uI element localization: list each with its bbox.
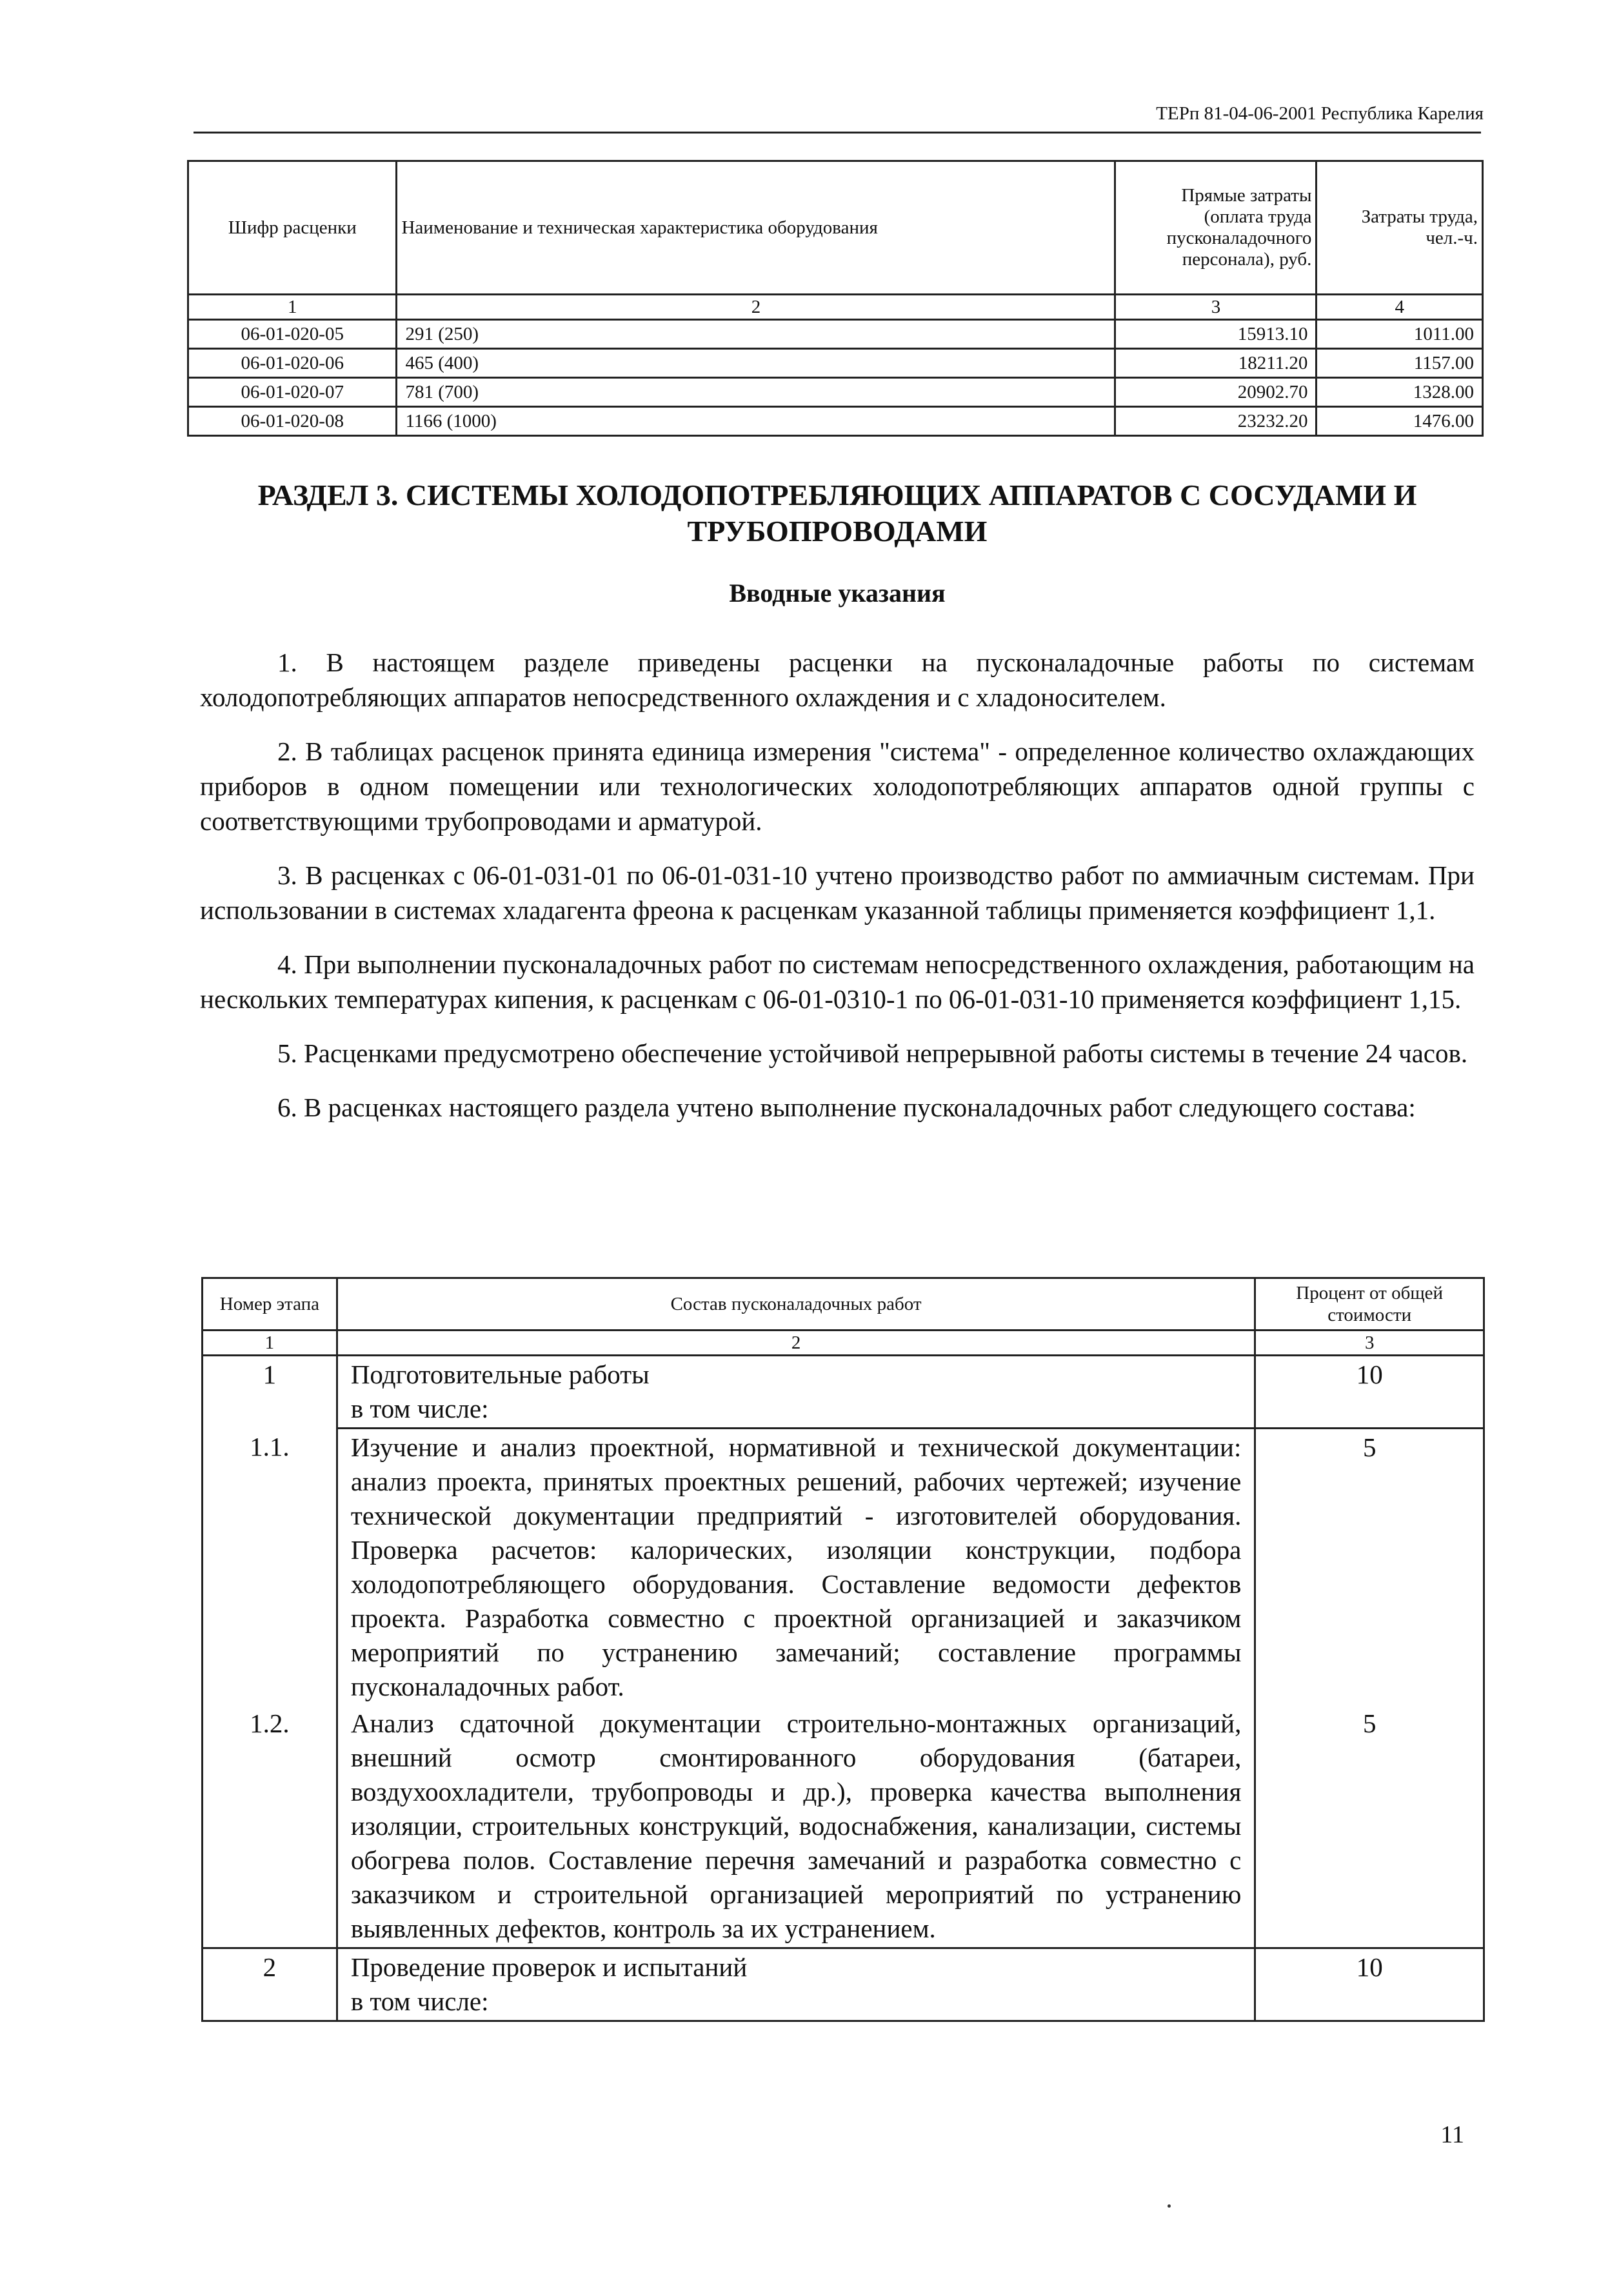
scan-speck: [1168, 2204, 1171, 2208]
rates-table: [187, 160, 1484, 437]
stage-number: 1.1.: [203, 1429, 337, 1706]
work-stages-table: [201, 1277, 1485, 2022]
stage-number: 1.2.: [203, 1705, 337, 1948]
stage-description: Анализ сдаточной документации строительно-монтажных организаций, внешний осмотр смонтированного оборудования (батареи, воздухоохладители, трубопроводы и др.), проверка качества выполнения изоляции, строительных конструкций, водоснабжения, канализации, системы обогрева полов. Составление перечня замечаний и разработка совместно с заказчиком и строительной организацией мероприятий по устранению выявленных дефектов, контроль за их устранением.: [337, 1705, 1255, 1948]
col-number: 3: [1115, 295, 1317, 320]
stage-subtitle: в том числе:: [350, 1394, 489, 1423]
rate-code: 06-01-020-06: [188, 349, 397, 378]
rate-code: 06-01-020-07: [188, 378, 397, 407]
table-row: [188, 320, 1483, 349]
stage-number: 2: [203, 1948, 337, 2021]
table-row: [203, 1429, 1484, 1706]
col-number: 1: [203, 1331, 337, 1356]
col-number: 2: [337, 1331, 1255, 1356]
stage-title: Подготовительные работы: [350, 1360, 650, 1389]
stages-table-header: [203, 1278, 1484, 1331]
stage-description: [337, 1948, 1255, 2021]
page-number: 11: [1440, 2121, 1464, 2148]
stage-description: Изучение и анализ проектной, нормативной и технической документации: анализ проекта, принятых проектных решений, рабочих чертежей; изучение технической документации предприятий - изготовителей оборудования. Проверка расчетов: калорических, изоляции конструкции, подбора холодопотребляющего оборудования. Составление ведомости дефектов проекта. Разработка совместно с проектной организацией и заказчиком мероприятий по устранению замечаний; составление программы пусконаладочных работ.: [337, 1429, 1255, 1706]
rate-labor: 1328.00: [1317, 378, 1483, 407]
table-row: [203, 1948, 1484, 2021]
col-number: 3: [1255, 1331, 1484, 1356]
header-code: Шифр расценки: [188, 161, 397, 295]
rate-name: 1166 (1000): [397, 407, 1115, 436]
document-code-header: ТЕРп 81-04-06-2001 Республика Карелия: [1156, 103, 1484, 124]
col-number: 4: [1317, 295, 1483, 320]
rate-labor: 1476.00: [1317, 407, 1483, 436]
header-rule: [194, 132, 1481, 134]
rate-name: 291 (250): [397, 320, 1115, 349]
section-title: РАЗДЕЛ 3. СИСТЕМЫ ХОЛОДОПОТРЕБЛЯЮЩИХ АППАРАТОВ С СОСУДАМИ И ТРУБОПРОВОДАМИ: [257, 479, 1417, 548]
rate-name: 465 (400): [397, 349, 1115, 378]
stage-subtitle: в том числе:: [350, 1986, 489, 2016]
rate-cost: 15913.10: [1115, 320, 1317, 349]
col-number: 1: [188, 295, 397, 320]
note-paragraph: 4. При выполнении пусконаладочных работ по системам непосредственного охлаждения, работающим на нескольких температурах кипения, к расценкам с 06-01-0310-1 по 06-01-031-10 применяется коэффициент 1,15.: [200, 949, 1475, 1014]
stage-percent: 10: [1255, 1356, 1484, 1429]
note-paragraph: 6. В расценках настоящего раздела учтено выполнение пусконаладочных работ следующего состава:: [277, 1093, 1416, 1122]
rate-code: 06-01-020-05: [188, 320, 397, 349]
table-row: [203, 1705, 1484, 1948]
note-paragraph: 3. В расценках с 06-01-031-01 по 06-01-031-10 учтено производство работ по аммиачным системам. При использовании в системах хладагента фреона к расценкам указанной таблицы применяется коэффициент 1,1.: [200, 860, 1475, 925]
note-paragraph: 2. В таблицах расценок принята единица измерения "система" - определенное количество охлаждающих приборов в одном помещении или технологических холодопотребляющих аппаратов одной группы с соответствующими трубопроводами и арматурой.: [200, 737, 1475, 836]
header-work-composition: Состав пусконаладочных работ: [337, 1278, 1255, 1331]
table-row: [188, 407, 1483, 436]
rate-cost: 23232.20: [1115, 407, 1317, 436]
rates-table-header: [188, 161, 1483, 295]
stage-percent: 5: [1255, 1429, 1484, 1706]
introductory-notes: [200, 645, 1475, 1144]
stage-title: Проведение проверок и испытаний: [350, 1952, 748, 1982]
rate-labor: 1011.00: [1317, 320, 1483, 349]
stage-percent: 10: [1255, 1948, 1484, 2021]
stage-description: [337, 1356, 1255, 1429]
column-numbers-row: [203, 1331, 1484, 1356]
header-labor: Затраты труда, чел.-ч.: [1317, 161, 1483, 295]
header-cost: Прямые затраты (оплата труда пусконаладочного персонала), руб.: [1115, 161, 1317, 295]
table-row: [188, 378, 1483, 407]
col-number: 2: [397, 295, 1115, 320]
section-subtitle: Вводные указания: [729, 579, 946, 608]
rate-labor: 1157.00: [1317, 349, 1483, 378]
rate-cost: 20902.70: [1115, 378, 1317, 407]
header-percent: Процент от общей стоимости: [1255, 1278, 1484, 1331]
header-name: Наименование и техническая характеристика оборудования: [397, 161, 1115, 295]
stage-percent: 5: [1255, 1705, 1484, 1948]
column-numbers-row: [188, 295, 1483, 320]
rate-cost: 18211.20: [1115, 349, 1317, 378]
note-paragraph: 5. Расценками предусмотрено обеспечение устойчивой непрерывной работы системы в течение 24 часов.: [277, 1038, 1468, 1068]
table-row: [188, 349, 1483, 378]
rate-name: 781 (700): [397, 378, 1115, 407]
header-stage-number: Номер этапа: [203, 1278, 337, 1331]
table-row: [203, 1356, 1484, 1429]
note-paragraph: 1. В настоящем разделе приведены расценки на пусконаладочные работы по системам холодопотребляющих аппаратов непосредственного охлаждения и с хладоносителем.: [200, 648, 1475, 712]
stage-number: 1: [203, 1356, 337, 1429]
rate-code: 06-01-020-08: [188, 407, 397, 436]
